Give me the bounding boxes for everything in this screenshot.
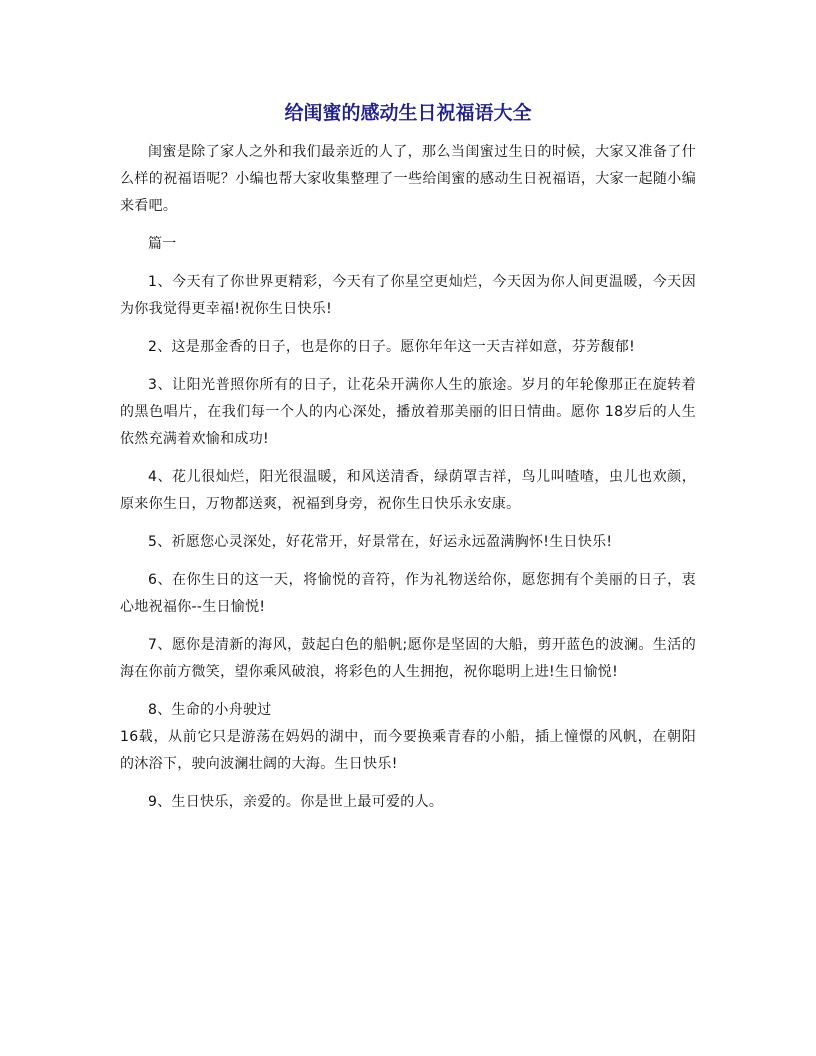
- list-item: 9、生日快乐，亲爱的。你是世上最可爱的人。: [148, 794, 444, 810]
- list-item: 7、愿你是清新的海风，鼓起白色的船帆;愿你是坚固的大船，剪开蓝色的波澜。生活的海在你前方微笑，望你乘风破浪，将彩色的人生拥抱，祝你聪明上进!生日愉悦!: [120, 637, 696, 680]
- list-item: 3、让阳光普照你所有的日子，让花朵开满你人生的旅途。岁月的年轮像那正在旋转着的黑色唱片，在我们每一个人的内心深处，播放着那美丽的旧日情曲。愿你 18岁后的人生依然充满着欢愉和成功!: [120, 377, 696, 447]
- item-8-first-line: 8、生命的小舟驶过: [148, 702, 272, 718]
- intro-paragraph: 闺蜜是除了家人之外和我们最亲近的人了，那么当闺蜜过生日的时候，大家又准备了什么样的祝福语呢？小编也帮大家收集整理了一些给闺蜜的感动生日祝福语，大家一起随小编来看吧。: [120, 144, 696, 214]
- document-title: 给闺蜜的感动生日祝福语大全: [284, 102, 532, 124]
- list-item: 4、花儿很灿烂，阳光很温暖，和风送清香，绿荫罩吉祥，鸟儿叫喳喳，虫儿也欢颜，原来你生日，万物都送爽，祝福到身旁，祝你生日快乐永安康。: [120, 469, 696, 512]
- list-item-8: [120, 697, 696, 778]
- section-label: 篇一: [148, 236, 177, 252]
- list-item: 2、这是那金香的日子，也是你的日子。愿你年年这一天吉祥如意，芬芳馥郁!: [148, 339, 636, 355]
- item-8-continuation: 16载，从前它只是游荡在妈妈的湖中，而今要换乘青春的小船，插上憧憬的风帆，在朝阳的沐浴下，驶向波澜壮阔的大海。生日快乐!: [120, 729, 696, 772]
- list-item: 5、祈愿您心灵深处，好花常开，好景常在，好运永远盈满胸怀!生日快乐!: [148, 534, 613, 550]
- list-item: 1、今天有了你世界更精彩，今天有了你星空更灿烂，今天因为你人间更温暖，今天因为你我觉得更幸福!祝你生日快乐!: [120, 274, 696, 317]
- list-item: 6、在你生日的这一天，将愉悦的音符，作为礼物送给你，愿您拥有个美丽的日子，衷心地祝福你--生日愉悦!: [120, 572, 696, 615]
